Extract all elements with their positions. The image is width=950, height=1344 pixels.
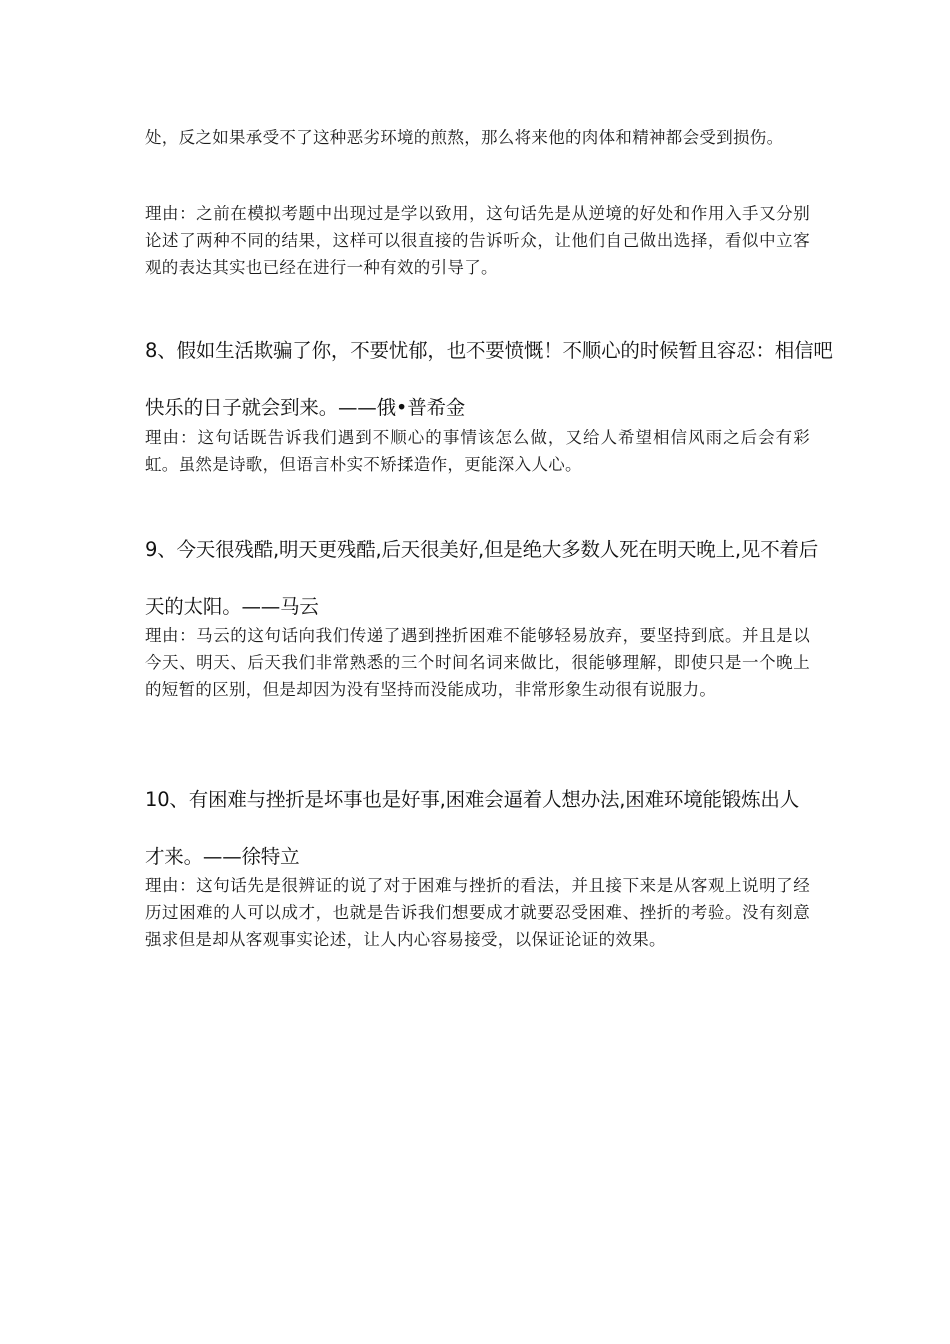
quote-heading-8 bbox=[145, 322, 833, 436]
quote-8-line-1: 8、假如生活欺骗了你，不要忧郁，也不要愤慨！不顺心的时候暂且容忍：相信吧 bbox=[145, 339, 833, 362]
quote-10-line-2: 才来。——徐特立 bbox=[145, 845, 300, 868]
intro-reason: 理由：之前在模拟考题中出现过是学以致用，这句话先是从逆境的好处和作用入手又分别论述了两种不同的结果，这样可以很直接的告诉听众，让他们自己做出选择，看似中立客观的表达其实也已经在进行一种有效的引导了。 bbox=[145, 204, 810, 277]
reason-8: 理由：这句话既告诉我们遇到不顺心的事情该怎么做，又给人希望相信风雨之后会有彩虹。虽然是诗歌，但语言朴实不矫揉造作，更能深入人心。 bbox=[145, 428, 810, 474]
quote-8-line-2: 快乐的日子就会到来。——俄•普希金 bbox=[145, 396, 466, 419]
quote-9-line-1: 9、今天很残酷,明天更残酷,后天很美好,但是绝大多数人死在明天晚上,见不着后 bbox=[145, 538, 819, 561]
reason-9: 理由：马云的这句话向我们传递了遇到挫折困难不能够轻易放弃，要坚持到底。并且是以今天、明天、后天我们非常熟悉的三个时间名词来做比，很能够理解，即使只是一个晚上的短暂的区别，但是却因为没有坚持而没能成功，非常形象生动很有说服力。 bbox=[145, 626, 810, 699]
reason-10: 理由：这句话先是很辨证的说了对于困难与挫折的看法，并且接下来是从客观上说明了经历过困难的人可以成才，也就是告诉我们想要成才就要忍受困难、挫折的考验。没有刻意强求但是却从客观事实论述，让人内心容易接受，以保证论证的效果。 bbox=[145, 876, 810, 949]
quote-heading-9 bbox=[145, 521, 819, 635]
intro-paragraph: 处，反之如果承受不了这种恶劣环境的煎熬，那么将来他的肉体和精神都会受到损伤。 bbox=[145, 128, 784, 147]
quote-10-line-1: 10、有困难与挫折是坏事也是好事,困难会逼着人想办法,困难环境能锻炼出人 bbox=[145, 788, 800, 811]
quote-heading-10 bbox=[145, 771, 815, 885]
quote-9-line-2: 天的太阳。——马云 bbox=[145, 595, 319, 618]
